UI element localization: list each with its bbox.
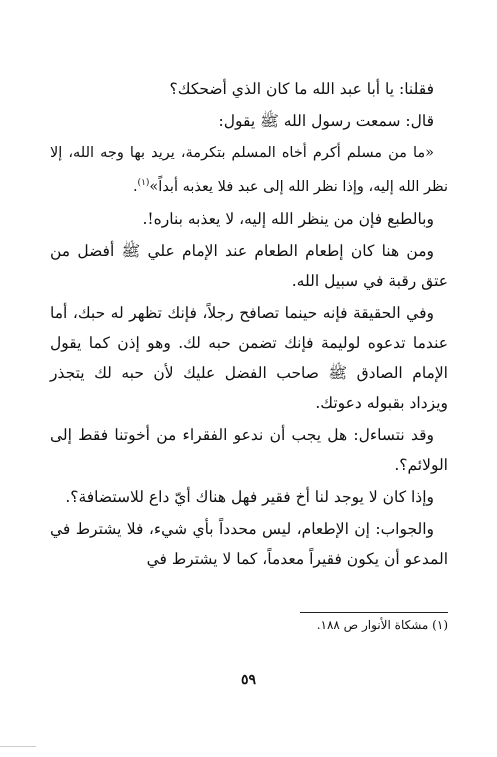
paragraph-1	[50, 74, 448, 104]
paragraph-6-text: وفي الحقيقة فإنه حينما تصافح رجلاً، فإنك تظهر له حبك، أما عندما تدعوه لوليمة فإنك تضمن حبه لك. وهو إذن كما يقول الإمام الصادق ﷺ صاحب الفضل عليك لأن حبه لك يتجذر ويزداد بقبوله دعوتك.	[50, 303, 448, 412]
footnote: (١) مشكاة الأنوار ص ١٨٨.	[316, 618, 448, 632]
quote-punctuation: .	[132, 178, 138, 195]
footnote-reference[interactable]: (١)	[137, 178, 150, 188]
page-number: ٥٩	[240, 672, 257, 688]
paragraph-7	[50, 420, 448, 480]
paragraph-5-text: ومن هنا كان إطعام الطعام عند الإمام علي ﷺ أفضل من عتق رقبة في سبيل الله.	[50, 241, 448, 290]
paragraph-7-text: وقد نتساءل: هل يجب أن ندعو الفقراء من أخوتنا فقط إلى الولائم؟.	[50, 425, 448, 474]
body-text	[50, 74, 448, 574]
footnote-divider	[300, 612, 448, 613]
paragraph-6	[50, 298, 448, 418]
paragraph-1-text: فقلنا: يا أبا عبد الله ما كان الذي أضحكك؟	[169, 80, 434, 98]
paragraph-5	[50, 236, 448, 296]
paragraph-9-text: والجواب: إن الإطعام، ليس محدداً بأي شيء، فلا يشترط في المدعو أن يكون فقيراً معدماً، كما لا يشترط في	[50, 519, 448, 568]
paragraph-4	[50, 204, 448, 234]
hadith-quote	[50, 138, 448, 202]
paragraph-4-text: وبالطبع فإن من ينظر الله إليه، لا يعذبه بناره!.	[142, 209, 434, 228]
paragraph-8-text: وإذا كان لا يوجد لنا أخ فقير فهل هناك أيّ داع للاستضافة؟.	[65, 487, 434, 506]
hadith-quote-text: «ما من مسلم أكرم أخاه المسلم بتكرمة، يريد بها وجه الله، إلا نظر الله إليه، وإذا نظر الله إلى عبد فلا يعذبه أبداً»	[50, 145, 448, 195]
edge-mark	[0, 746, 36, 747]
paragraph-8	[50, 482, 448, 512]
paragraph-2	[50, 106, 448, 136]
paragraph-2-text: قال: سمعت رسول الله ﷺ يقول:	[218, 112, 434, 130]
paragraph-9	[50, 514, 448, 574]
